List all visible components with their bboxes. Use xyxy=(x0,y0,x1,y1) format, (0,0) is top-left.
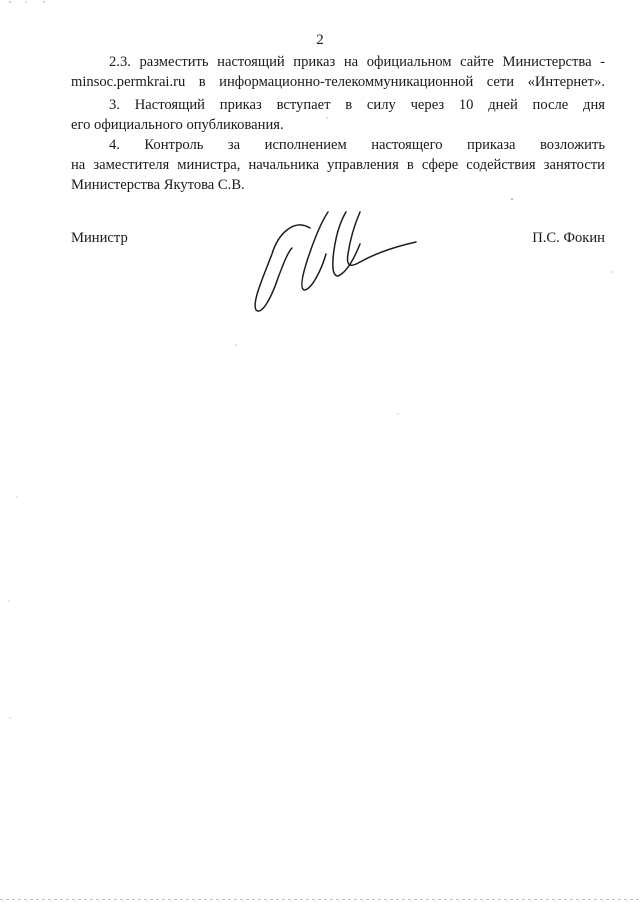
paragraph-line: 4. Контроль за исполнением настоящего приказа возложить xyxy=(109,137,605,153)
paragraph-line: 3. Настоящий приказ вступает в силу через 10 дней после дня xyxy=(109,97,605,113)
paragraph-line: его официального опубликования. xyxy=(71,117,284,133)
paragraph-3 xyxy=(71,95,605,135)
paragraph-line: Министерства Якутова С.В. xyxy=(71,177,245,193)
handwritten-signature xyxy=(248,206,418,316)
page-number: 2 xyxy=(316,32,324,48)
paragraph-4 xyxy=(71,135,605,195)
paragraph-line: minsoc.permkrai.ru в информационно-телекоммуникационной сети «Интернет». xyxy=(71,74,605,90)
scan-bottom-edge xyxy=(0,899,640,900)
paragraph-line: 2.3. разместить настоящий приказ на официальном сайте Министерства - xyxy=(109,54,605,70)
paragraph-line: на заместителя министра, начальника управления в сфере содействия занятости xyxy=(71,157,605,173)
signer-name: П.С. Фокин xyxy=(532,230,605,246)
signer-title: Министр xyxy=(71,230,128,246)
paragraph-2-3 xyxy=(71,52,605,92)
